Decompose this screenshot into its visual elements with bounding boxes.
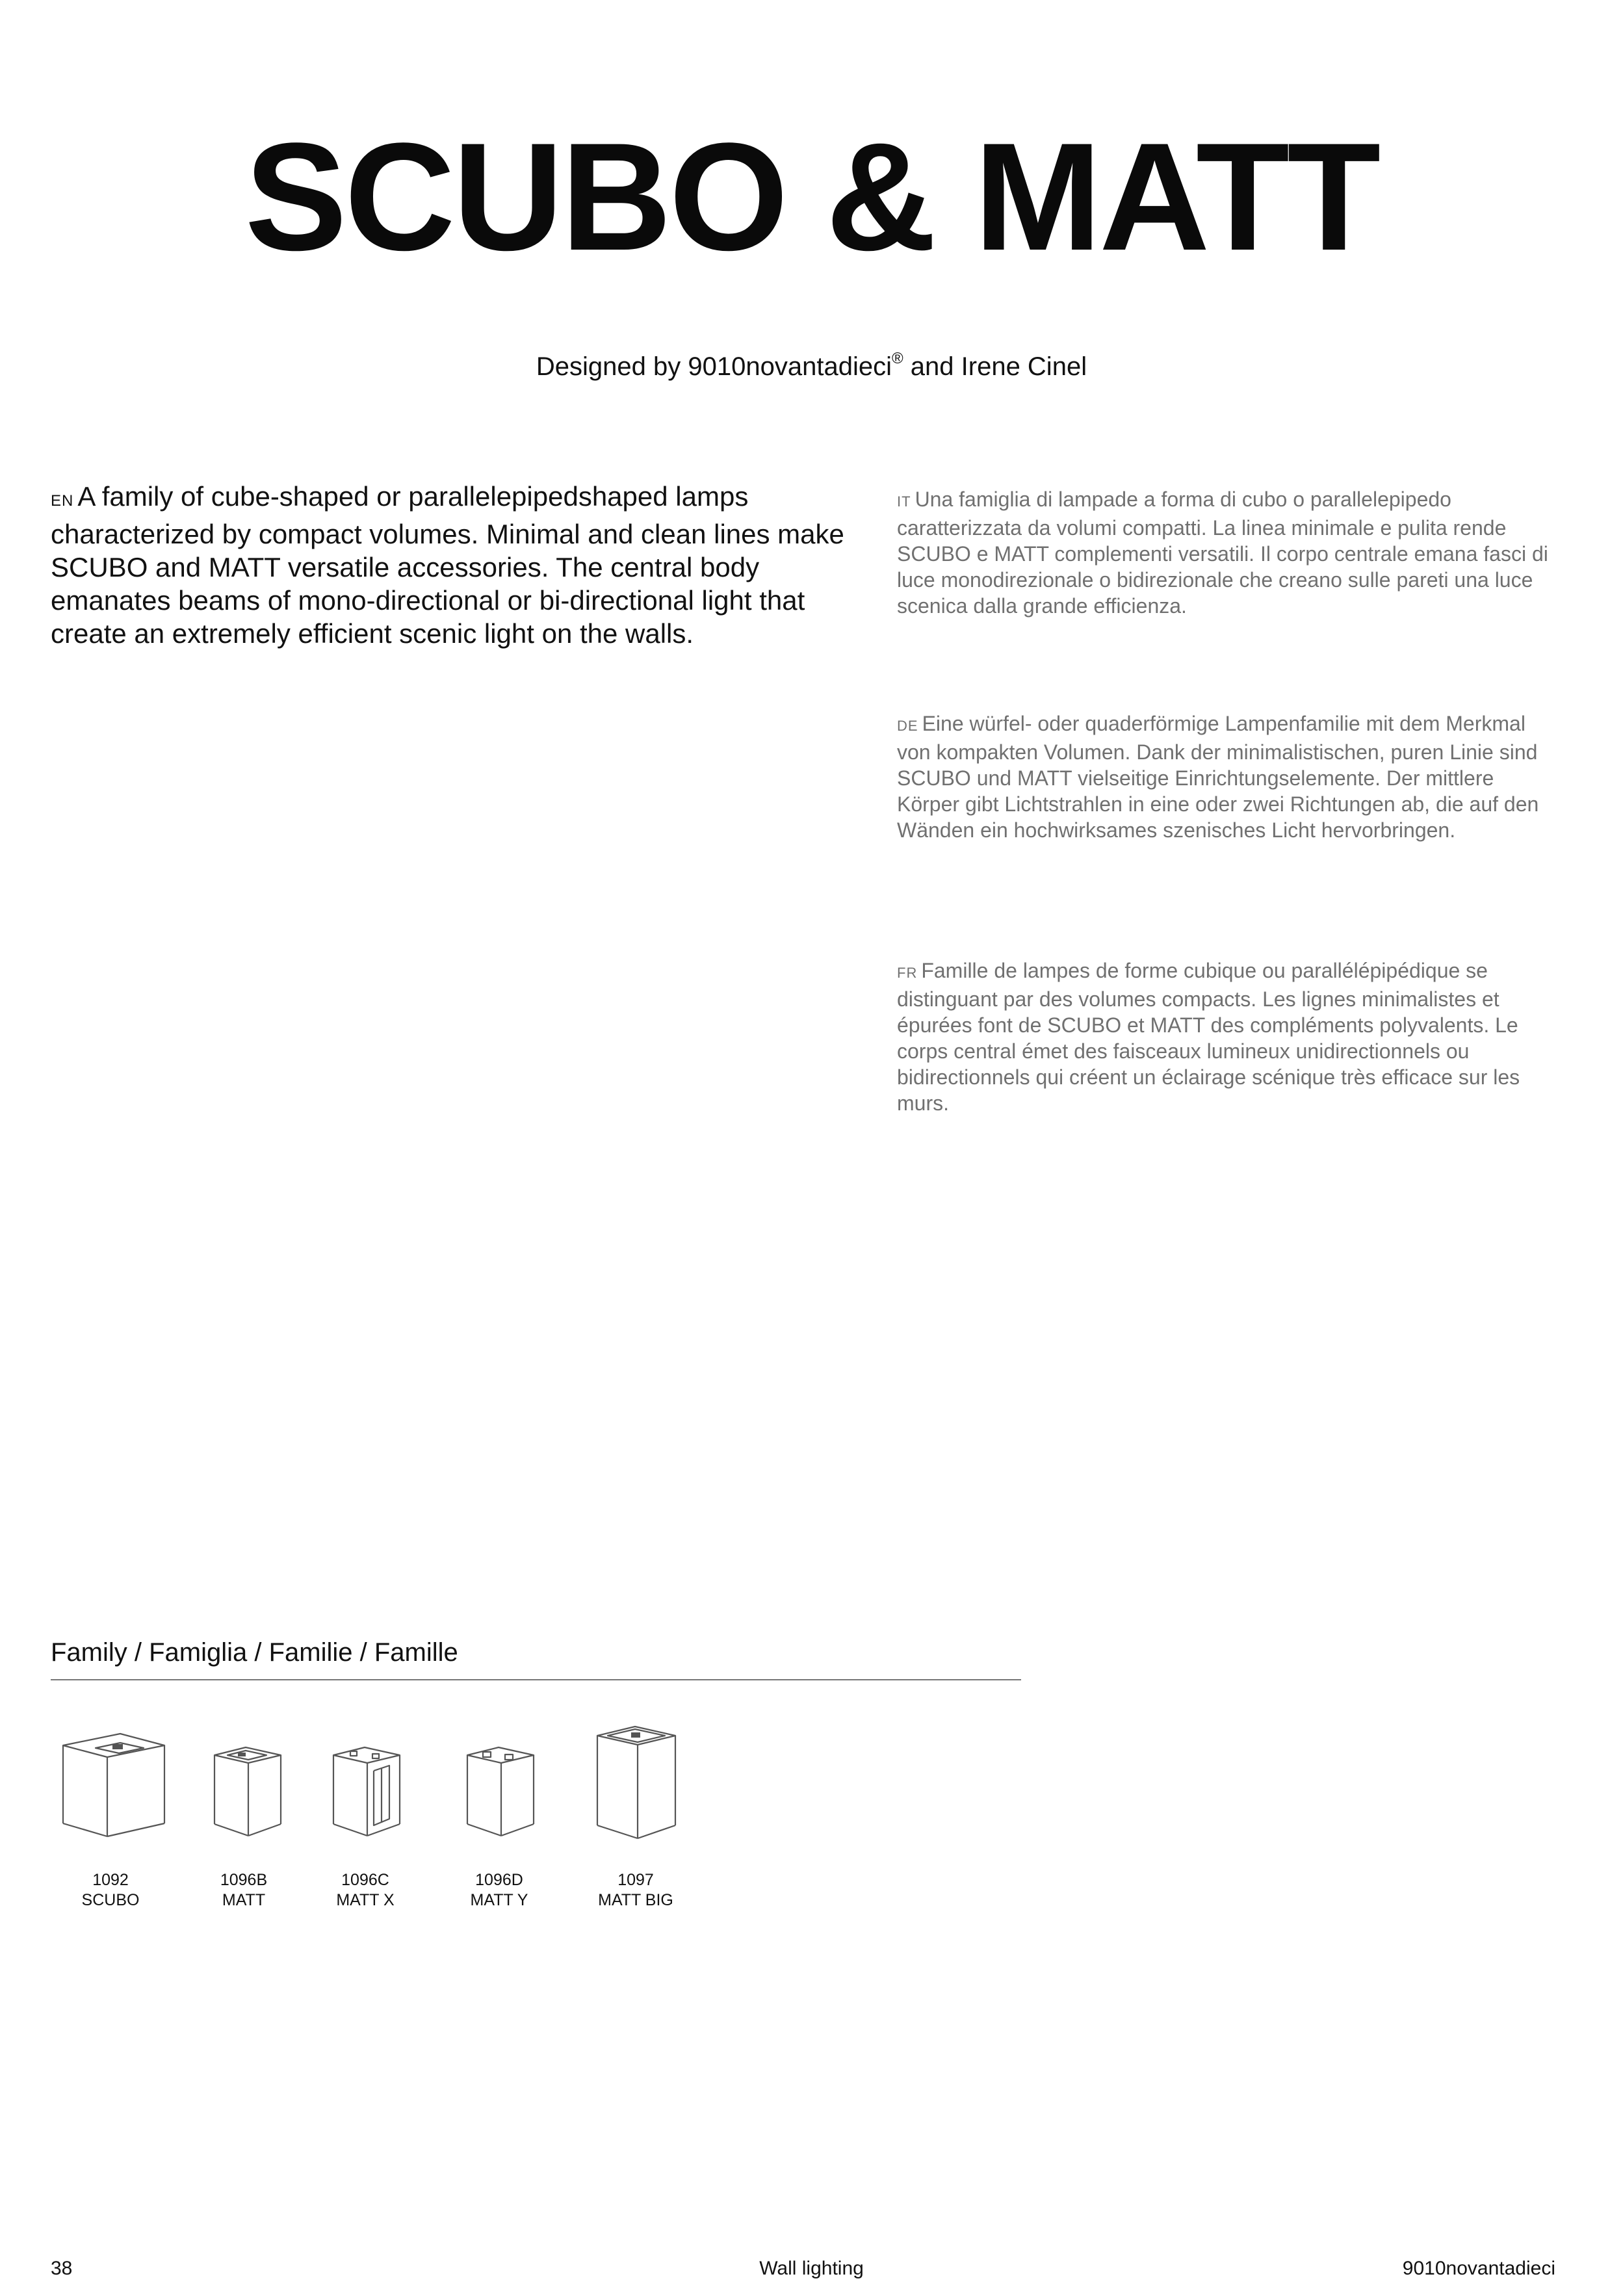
lang-label-en: EN: [51, 492, 74, 510]
family-divider: [51, 1679, 1021, 1680]
brand-name: 9010novantadieci: [1402, 2258, 1555, 2279]
description-fr-text: Famille de lampes de forme cubique ou parallélépipédique se distinguant par des volumes compacts. Les lignes minimalistes et épurées font de SCUBO et MATT des compléments polyvalents. Le corps central émet des faisceaux lumineux unidirectionnels ou bidirectionnels qui créent un éclairage scénique très efficace sur les murs.: [897, 959, 1520, 1115]
designer-credit-prefix: Designed by 9010novantadieci: [536, 352, 892, 381]
description-it-text: Una famiglia di lampade a forma di cubo o parallelepipedo caratterizzata da volumi compatti. La linea minimale e pulita rende SCUBO e MATT complementi versatili. Il corpo centrale emana fasci di luce monodirezionale o bidirezionale che creano sulle pareti una luce scenica dalla grande efficienza.: [897, 488, 1548, 618]
description-it: [897, 486, 1560, 619]
product-code: 1096D: [475, 1871, 523, 1889]
designer-credit-suffix: and Irene Cinel: [903, 352, 1087, 381]
product-code: 1096B: [220, 1871, 268, 1889]
family-heading: Family / Famiglia / Familie / Famille: [51, 1638, 458, 1667]
product-code: 1096C: [341, 1871, 389, 1889]
description-de-text: Eine würfel- oder quaderförmige Lampenfamilie mit dem Merkmal von kompakten Volumen. Dank der minimalistischen, puren Linie sind SCUBO und MATT vielseitige Einrichtungselemente. Der mittlere Körper gibt Lichtstrahlen in eine oder zwei Richtungen ab, die auf den Wänden ein hochwirksames szenisches Licht hervorbringen.: [897, 712, 1539, 842]
product-name: SCUBO: [81, 1891, 140, 1909]
page-title: SCUBO & MATT: [244, 111, 1379, 283]
description-en: [51, 480, 857, 650]
matt-lamp-icon: [195, 1741, 292, 1843]
scubo-lamp-icon: [49, 1726, 172, 1843]
registered-mark: ®: [891, 350, 903, 367]
matt-y-lamp-icon: [450, 1741, 548, 1843]
lang-label-fr: FR: [897, 965, 918, 981]
lang-label-de: DE: [897, 718, 918, 734]
description-en-text: A family of cube-shaped or parallelepipedshaped lamps characterized by compact volumes. Minimal and clean lines make SCUBO and MATT versatile accessories. The central body emanates beams of mono-directional or bi-directional light that create an extremely efficient scenic light on the walls.: [51, 481, 844, 649]
product-name: MATT X: [336, 1891, 395, 1909]
description-de: [897, 711, 1560, 843]
product-scubo: [39, 1726, 182, 1911]
product-code: 1097: [617, 1871, 654, 1889]
page-number: 38: [51, 2258, 73, 2279]
designer-credit: [0, 351, 1623, 382]
lang-label-it: IT: [897, 493, 911, 510]
description-fr: [897, 958, 1560, 1116]
product-name: MATT: [222, 1891, 266, 1909]
product-matt-x: [294, 1741, 437, 1911]
product-matt-big: [564, 1721, 707, 1911]
section-name: Wall lighting: [759, 2258, 864, 2279]
product-name: MATT BIG: [598, 1891, 673, 1909]
matt-big-lamp-icon: [580, 1721, 691, 1843]
matt-x-lamp-icon: [317, 1741, 414, 1843]
product-name: MATT Y: [470, 1891, 528, 1909]
product-code: 1092: [92, 1871, 129, 1889]
product-matt-y: [428, 1741, 571, 1911]
